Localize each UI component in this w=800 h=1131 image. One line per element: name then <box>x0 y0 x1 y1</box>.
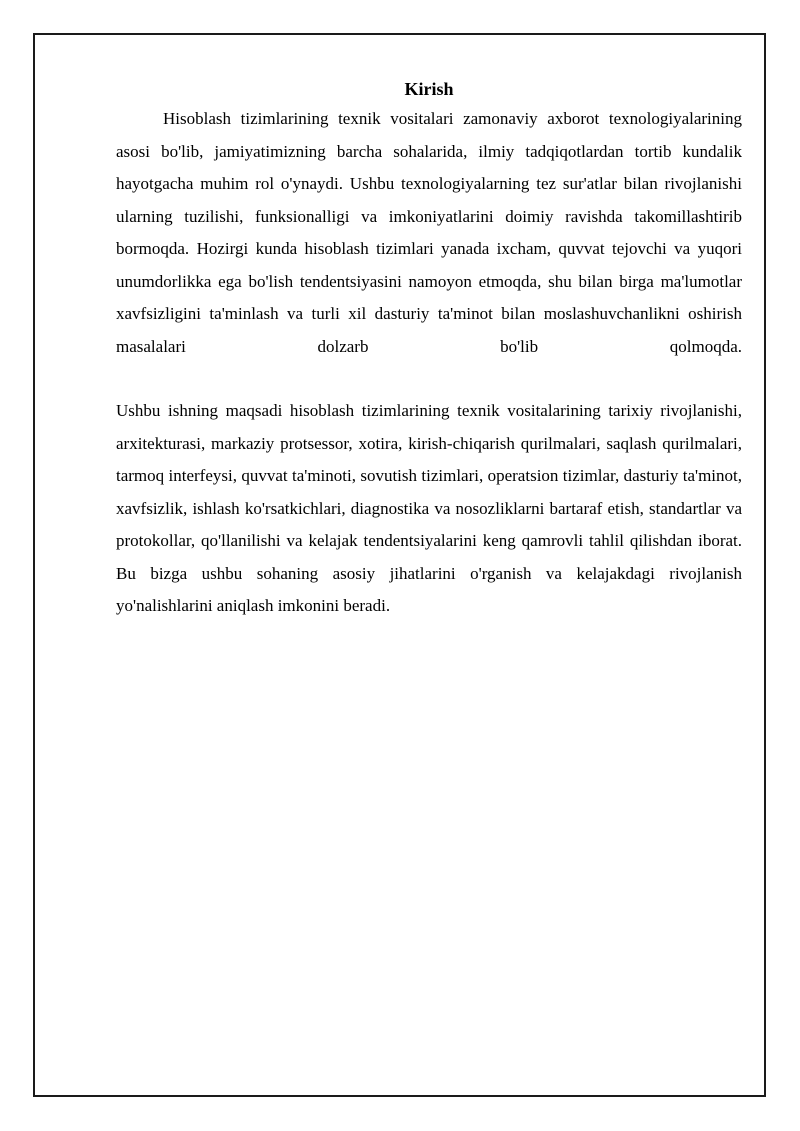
purpose-paragraph: Ushbu ishning maqsadi hisoblash tizimlarining texnik vositalarining tarixiy rivojlanishi, arxitekturasi, markaziy protsessor, xotira, kirish-chiqarish qurilmalari, saqlash qurilmalari, tarmoq interfeysi, quvvat ta'minoti, sovutish tizimlari, operatsion tizimlar, dasturiy ta'minot, xavfsizlik, ishlash ko'rsatkichlari, diagnostika va nosozliklarni bartaraf etish, standartlar va protokollar, qo'llanilishi va kelajak tendentsiyalarini keng qamrovli tahlil qilishdan iborat. Bu bizga ushbu sohaning asosiy jihatlarini o'rganish va kelajakdagi rivojlanish yo'nalishlarini aniqlash imkonini beradi. <box>116 401 742 615</box>
paragraph-spacer <box>116 363 742 395</box>
document-title: Kirish <box>404 79 454 99</box>
intro-paragraph: Hisoblash tizimlarining texnik vositalari zamonaviy axborot texnologiyalarining asosi bo'lib, jamiyatimizning barcha sohalarida, ilmiy tadqiqotlardan tortib kundalik hayotgacha muhim rol o'ynaydi. Ushbu texnologiyalarning tez sur'atlar bilan rivojlanishi ularning tuzilishi, funksionalligi va imkoniyatlarini doimiy ravishda takomillashtirib bormoqda. Hozirgi kunda hisoblash tizimlari yanada ixcham, quvvat tejovchi va yuqori unumdorlikka ega bo'lish tendentsiyasini namoyon etmoqda, shu bilan birga ma'lumotlar xavfsizligini ta'minlash va turli xil dasturiy ta'minot bilan moslashuvchanlikni oshirish masalalari dolzarb bo'lib qolmoqda. <box>116 109 742 356</box>
document-body <box>116 75 742 623</box>
